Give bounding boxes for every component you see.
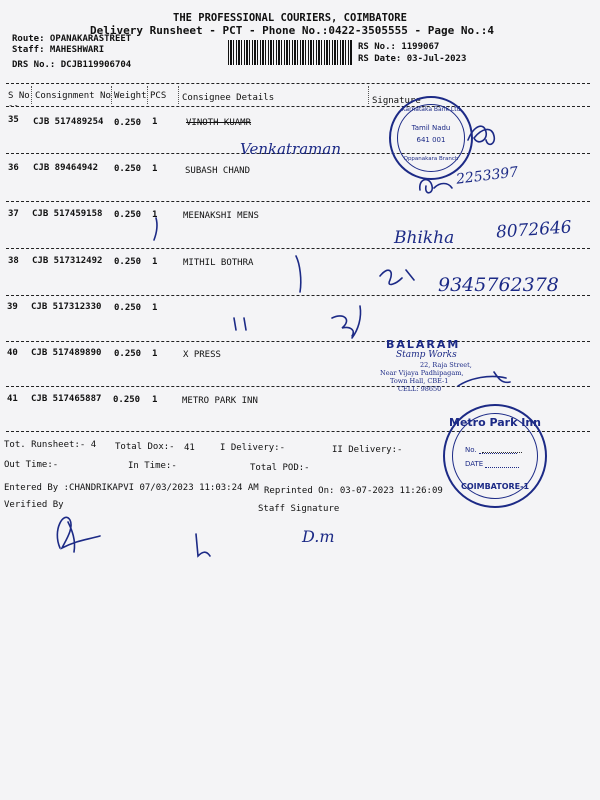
- col-weight: Weight: [114, 91, 147, 101]
- verified-by: Verified By: [4, 500, 64, 510]
- reprinted-on: Reprinted On: 03-07-2023 11:26:09: [264, 486, 443, 496]
- rs-date: RS Date: 03-Jul-2023: [358, 54, 467, 64]
- row-pcs: 1: [152, 117, 158, 127]
- handwritten-initials: D.m: [302, 527, 335, 546]
- row-consignment: CJB 89464942: [33, 163, 99, 173]
- row-weight: 0.250: [114, 349, 142, 359]
- row-consignment: CJB 517459158: [32, 209, 103, 219]
- row-consignee: VINOTH KUAMR: [186, 118, 252, 128]
- row-consignment: CJB 517312330: [31, 302, 102, 312]
- row-pcs: 1: [152, 164, 158, 174]
- hotel-stamp: [443, 404, 547, 508]
- row-pcs: 1: [152, 303, 158, 313]
- row-consignee: METRO PARK INN: [182, 396, 258, 406]
- col-sno: S No: [8, 91, 30, 101]
- dox-blank: [482, 452, 522, 453]
- stamp-works-addr: Near Vijaya Padhipagam,: [380, 369, 464, 377]
- hotel-city: COIMBATORE-1: [460, 482, 530, 491]
- row-consignee: X PRESS: [183, 350, 221, 360]
- hotel-no: No.: [465, 446, 477, 454]
- bank-branch: Oppanakara Branch: [403, 156, 459, 162]
- row-sno: 36: [8, 163, 19, 173]
- row-consignee: MEENAKSHI MENS: [183, 211, 259, 221]
- row-weight: 0.250: [114, 210, 142, 220]
- hotel-date: DATE: [465, 460, 484, 468]
- total-dox-label: Total Dox:-: [115, 442, 175, 452]
- entered-by: Entered By :CHANDRIKAPVI 07/03/2023 11:03:24 AM: [4, 483, 259, 493]
- stamp-works-phone: CELL: 98650: [398, 385, 442, 393]
- ii-delivery: II Delivery:-: [332, 445, 403, 455]
- row-pcs: 1: [152, 210, 158, 220]
- handwritten-name: Bhikha: [394, 228, 455, 248]
- col-pcs: PCS: [150, 91, 167, 101]
- total-pod: Total POD:-: [250, 463, 310, 473]
- handwritten-name: Venkatraman: [240, 140, 341, 158]
- stamp-works-addr: Town Hall, CBE-1: [390, 377, 449, 385]
- out-time: Out Time:-: [4, 460, 59, 470]
- stamp-works-stamp: [380, 338, 500, 393]
- bank-pin: 641 001: [416, 136, 446, 144]
- row-consignee: MITHIL BOTHRA: [183, 258, 254, 268]
- hotel-name: Metro Park Inn: [449, 416, 541, 429]
- row-pcs: 1: [152, 257, 158, 267]
- row-sno: 37: [8, 209, 19, 219]
- row-consignment: CJB 517489254: [33, 117, 104, 127]
- signature-scribble: [380, 270, 414, 284]
- i-delivery: I Delivery:-: [220, 443, 286, 453]
- total-dox-value: 41: [184, 443, 195, 453]
- row-weight: 0.250: [114, 257, 142, 267]
- row-weight: 0.250: [114, 303, 142, 313]
- col-sno-cont: --: [8, 101, 19, 111]
- route-label: Route: OPANAKARASTREET: [12, 34, 132, 44]
- row-sno: 39: [7, 302, 18, 312]
- bank-stamp: [389, 96, 473, 180]
- row-sno: 38: [8, 256, 19, 266]
- col-consignment: Consignment No: [35, 91, 111, 101]
- signature-scribble: [420, 180, 452, 193]
- row-sno: 35: [8, 115, 19, 125]
- row-pcs: 1: [152, 395, 158, 405]
- rs-number: RS No.: 1199067: [358, 42, 440, 52]
- handwritten-phone: 2253397: [455, 164, 520, 188]
- bank-city: Tamil Nadu: [411, 124, 451, 132]
- row-weight: 0.250: [113, 395, 141, 405]
- total-runsheet: Tot. Runsheet:- 4: [4, 440, 97, 450]
- row-weight: 0.250: [114, 118, 142, 128]
- col-signature: Signature: [372, 96, 421, 106]
- bank-name: Karnataka Bank Ltd: [401, 106, 461, 113]
- row-consignment: CJB 517312492: [32, 256, 103, 266]
- in-time: In Time:-: [128, 461, 177, 471]
- signature-scribble: [234, 318, 246, 330]
- staff-label: Staff: MAHESHWARI: [12, 45, 105, 55]
- col-consignee: Consignee Details: [182, 93, 275, 103]
- signature-scribble: [332, 306, 361, 338]
- drs-number: DRS No.: DCJB119906704: [12, 60, 132, 70]
- signature-scribble: [154, 218, 157, 240]
- row-weight: 0.250: [114, 164, 142, 174]
- handwritten-phone: 9345762378: [438, 274, 559, 296]
- company-title: THE PROFESSIONAL COURIERS, COIMBATORE: [173, 12, 407, 24]
- handwritten-phone: 8072646: [495, 217, 573, 243]
- signature-scribble: [196, 534, 210, 556]
- stamp-works-addr: 22, Raja Street,: [420, 361, 472, 369]
- signature-scribble: [296, 256, 301, 292]
- row-sno: 41: [7, 394, 18, 404]
- stamp-works-sub: Stamp Works: [396, 350, 457, 360]
- row-consignee: SUBASH CHAND: [185, 166, 251, 176]
- row-consignment: CJB 517465887: [31, 394, 102, 404]
- row-pcs: 1: [152, 349, 158, 359]
- runsheet-subtitle: Delivery Runsheet - PCT - Phone No.:0422-3505555 - Page No.:4: [90, 24, 494, 37]
- row-sno: 40: [7, 348, 18, 358]
- signature-scribble: [57, 517, 100, 552]
- staff-signature-label: Staff Signature: [258, 504, 340, 514]
- stamp-works-name: BALARAM: [386, 338, 461, 351]
- row-consignment: CJB 517489890: [31, 348, 102, 358]
